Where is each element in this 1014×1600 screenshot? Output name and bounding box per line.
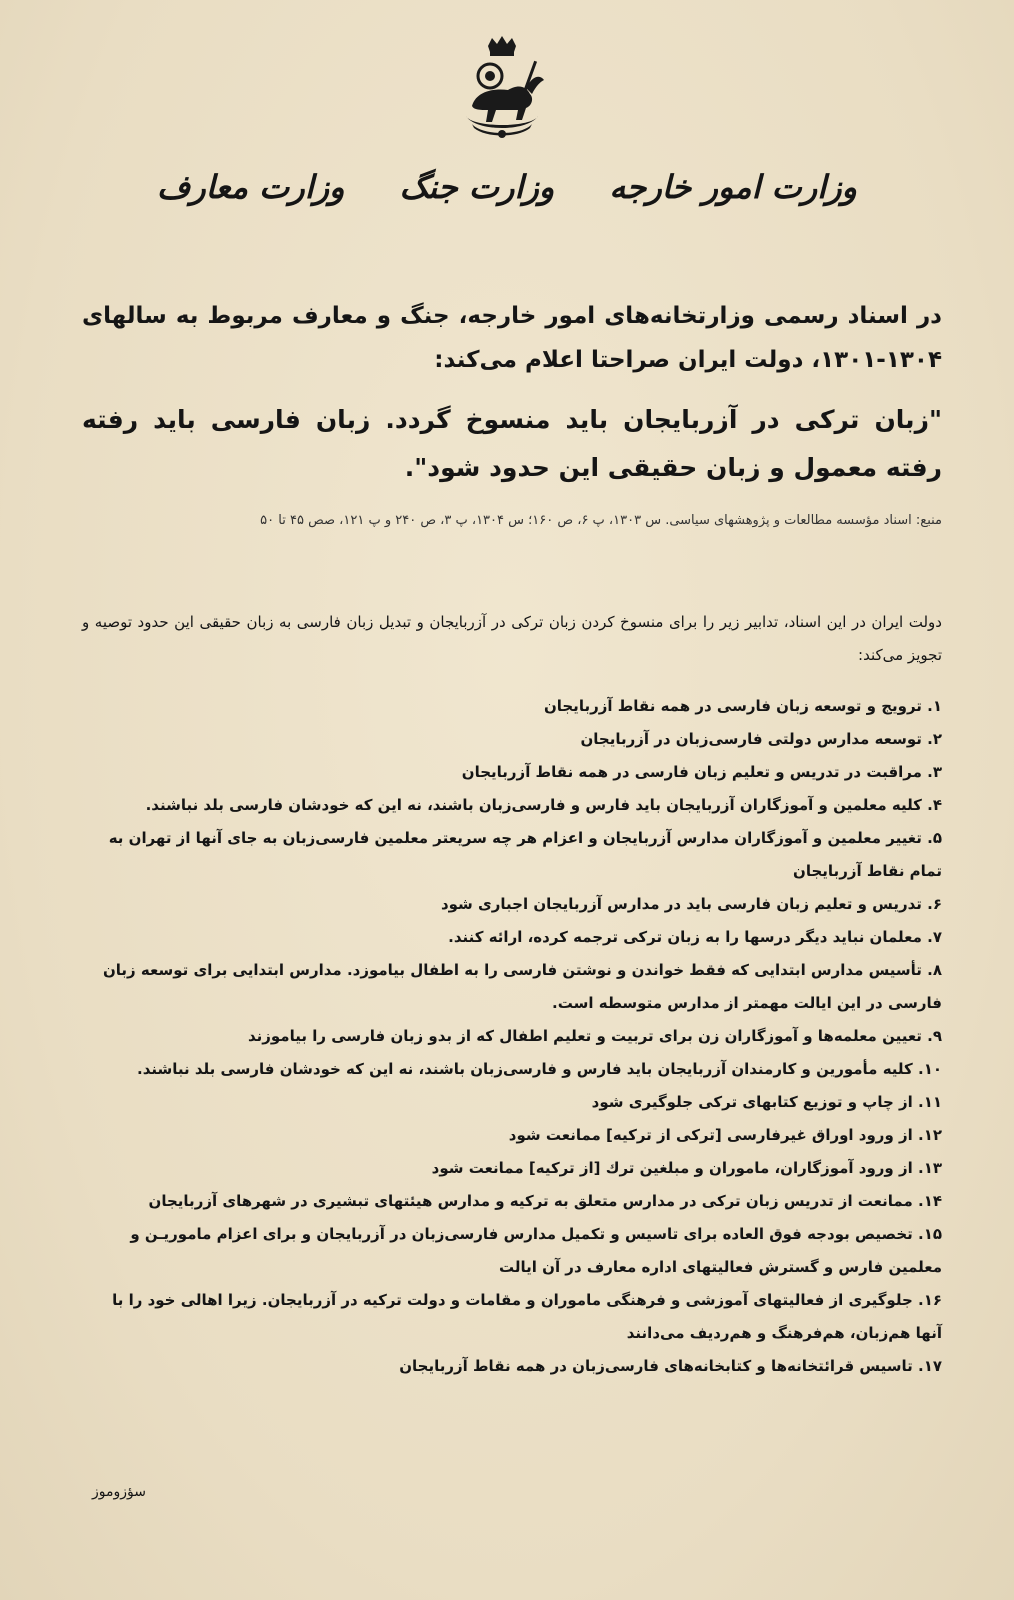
list-item: ۴. کلیه معلمین و آموزگاران آزربایجان باید فارس و فارسی‌زبان باشند، نه این که خودشان فارسی بلد نباشند.: [145, 796, 942, 814]
signature: سؤزوموز: [92, 1484, 146, 1500]
list-item: ۱۶. جلوگیری از فعالیتهای آموزشی و فرهنگی ماموران و مقامات و دولت ترکیه در آزربایجان. زیرا اهالی خود را با آنها هم‌زبان، هم‌فرهنگ و هم‌ردیف می‌دانند: [112, 1291, 942, 1342]
list-item: ۶. تدریس و تعلیم زبان فارسی باید در مدارس آزربایجان اجباری شود: [440, 895, 942, 913]
list-item: ۱۰. کلیه مأمورین و کارمندان آزربایجان باید فارس و فارسی‌زبان باشند، نه این که خودشان فارسی بلد نباشند.: [137, 1060, 942, 1078]
measures-intro-paragraph: دولت ایران در این اسناد، تدابیر زیر را برای منسوخ کردن زبان ترکی در آزربایجان و تبدیل زبان فارسی به زبان حقیقی این حدود توصیه و تجویز می‌کند:: [82, 613, 942, 664]
list-item: ۹. تعیین معلمه‌ها و آموزگاران زن برای تربیت و تعلیم اطفال که از بدو زبان فارسی را بیاموزند: [247, 1027, 942, 1045]
ministry-foreign-affairs: وزارت امور خارجه: [609, 168, 857, 206]
list-item: ۱۳. از ورود آموزگاران، ماموران و مبلغین ترك [از ترکیه] ممانعت شود: [431, 1159, 942, 1177]
measures-list: [82, 690, 942, 1383]
lion-and-sun-emblem-icon: [452, 36, 552, 140]
list-item: ۱۱. از چاپ و توزیع کتابهای ترکی جلوگیری شود: [591, 1093, 942, 1111]
ministries-header: [0, 168, 1014, 206]
list-item: ۱۵. تخصیص بودجه فوق العاده برای تاسیس و تکمیل مدارس فارسی‌زبان در آزربایجان و برای اعزام ماموریـن و معلمین فارس و گسترش فعالیتهای اداره معارف در آن ایالت: [130, 1225, 942, 1276]
list-item: ۸. تأسیس مدارس ابتدایی که فقط خواندن و نوشتن فارسی را به اطفال بیاموزد. مدارس ابتدایی برای توسعه زبان فارسی در این ایالت مهمتر از مدارس متوسطه است.: [102, 961, 942, 1012]
list-item: ۵. تغییر معلمین و آموزگاران مدارس آزربایجان و اعزام هر چه سریعتر معلمین فارسی‌زبان به جای آنها از تهران به تمام نقاط آزربایجان: [108, 829, 942, 880]
source-citation: منبع: اسناد مؤسسه مطالعات و پژوهشهای سیاسی. س ۱۳۰۳، پ ۶، ص ۱۶۰؛ س ۱۳۰۴، پ ۳، ص ۲۴۰ و پ ۱۲۱، صص ۴۵ تا ۵۰: [260, 513, 942, 528]
list-item: ۳. مراقبت در تدریس و تعلیم زبان فارسی در همه نقاط آزربایجان: [461, 763, 942, 781]
list-item: ۱۷. تاسیس قرائتخانه‌ها و کتابخانه‌های فارسی‌زبان در همه نقاط آزربایجان: [399, 1357, 942, 1375]
list-item: ۱۲. از ورود اوراق غیرفارسی [ترکی از ترکیه] ممانعت شود: [508, 1126, 942, 1144]
list-item: ۲. توسعه مدارس دولتی فارسی‌زبان در آزربایجان: [580, 730, 942, 748]
list-item: ۱. ترویج و توسعه زبان فارسی در همه نقاط آزربایجان: [543, 697, 942, 715]
intro-text: در اسناد رسمی وزارتخانه‌های امور خارجه، جنگ و معارف مربوط به سالهای ۱۳۰۴-۱۳۰۱، دولت ایران صراحتا اعلام می‌کند:: [82, 303, 942, 373]
list-item: ۷. معلمان نباید دیگر درسها را به زبان ترکی ترجمه کرده، ارائه کنند.: [448, 928, 942, 946]
ministry-war: وزارت جنگ: [399, 168, 555, 206]
list-item: ۱۴. ممانعت از تدریس زبان ترکی در مدارس متعلق به ترکیه و مدارس هیئتهای تبشیری در شهرهای آزربایجان: [148, 1192, 942, 1210]
ministry-education: وزارت معارف: [157, 168, 345, 206]
quote-text: "زبان ترکی در آزربایجان باید منسوخ گردد. زبان فارسی باید رفته رفته معمول و زبان حقیقی این حدود شود".: [82, 405, 942, 482]
